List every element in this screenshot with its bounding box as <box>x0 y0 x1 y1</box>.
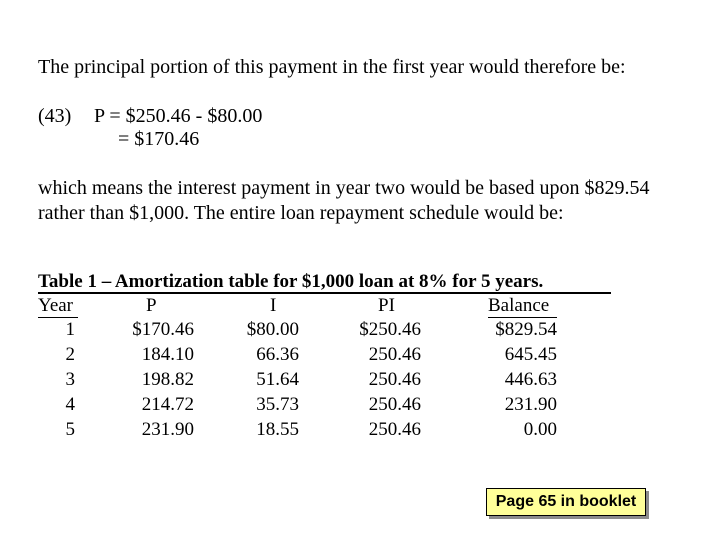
header-balance-underline <box>488 317 557 318</box>
cell-i: 18.55 <box>256 419 299 440</box>
cell-year: 1 <box>65 319 75 340</box>
cell-i: 35.73 <box>256 394 299 415</box>
cell-year: 5 <box>65 419 75 440</box>
cell-pi: $250.46 <box>359 319 421 340</box>
cell-pi: 250.46 <box>368 419 421 440</box>
cell-year: 4 <box>65 394 75 415</box>
equation-number: (43) <box>38 105 72 127</box>
table-title-underline <box>38 292 611 294</box>
cell-balance: 446.63 <box>504 369 557 390</box>
equation-line-2: = $170.46 <box>118 128 200 150</box>
equation-line-1: P = $250.46 - $80.00 <box>94 105 263 127</box>
header-p: P <box>146 295 157 316</box>
header-i: I <box>270 295 277 316</box>
cell-p: 198.82 <box>141 369 194 390</box>
cell-balance: 0.00 <box>523 419 557 440</box>
header-balance: Balance <box>488 295 550 316</box>
cell-p: 184.10 <box>141 344 194 365</box>
cell-year: 2 <box>65 344 75 365</box>
table-title: Table 1 – Amortization table for $1,000 loan at 8% for 5 years. <box>38 271 544 292</box>
intro-text: The principal portion of this payment in the first year would therefore be: <box>38 56 626 78</box>
header-year: Year <box>38 295 74 316</box>
cell-p: 214.72 <box>141 394 194 415</box>
cell-balance: 231.90 <box>504 394 557 415</box>
cell-balance: $829.54 <box>495 319 557 340</box>
header-pi: PI <box>378 295 395 316</box>
cell-p: $170.46 <box>132 319 194 340</box>
cell-i: $80.00 <box>246 319 299 340</box>
page-reference-badge: Page 65 in booklet <box>486 488 646 516</box>
cell-pi: 250.46 <box>368 344 421 365</box>
cell-year: 3 <box>65 369 75 390</box>
cell-i: 66.36 <box>256 344 299 365</box>
cell-balance: 645.45 <box>504 344 557 365</box>
cell-i: 51.64 <box>256 369 299 390</box>
paragraph-line-2: rather than $1,000. The entire loan repayment schedule would be: <box>38 202 564 224</box>
cell-pi: 250.46 <box>368 394 421 415</box>
header-year-underline <box>38 317 78 318</box>
paragraph-line-1: which means the interest payment in year two would be based upon $829.54 <box>38 177 650 199</box>
cell-p: 231.90 <box>141 419 194 440</box>
cell-pi: 250.46 <box>368 369 421 390</box>
